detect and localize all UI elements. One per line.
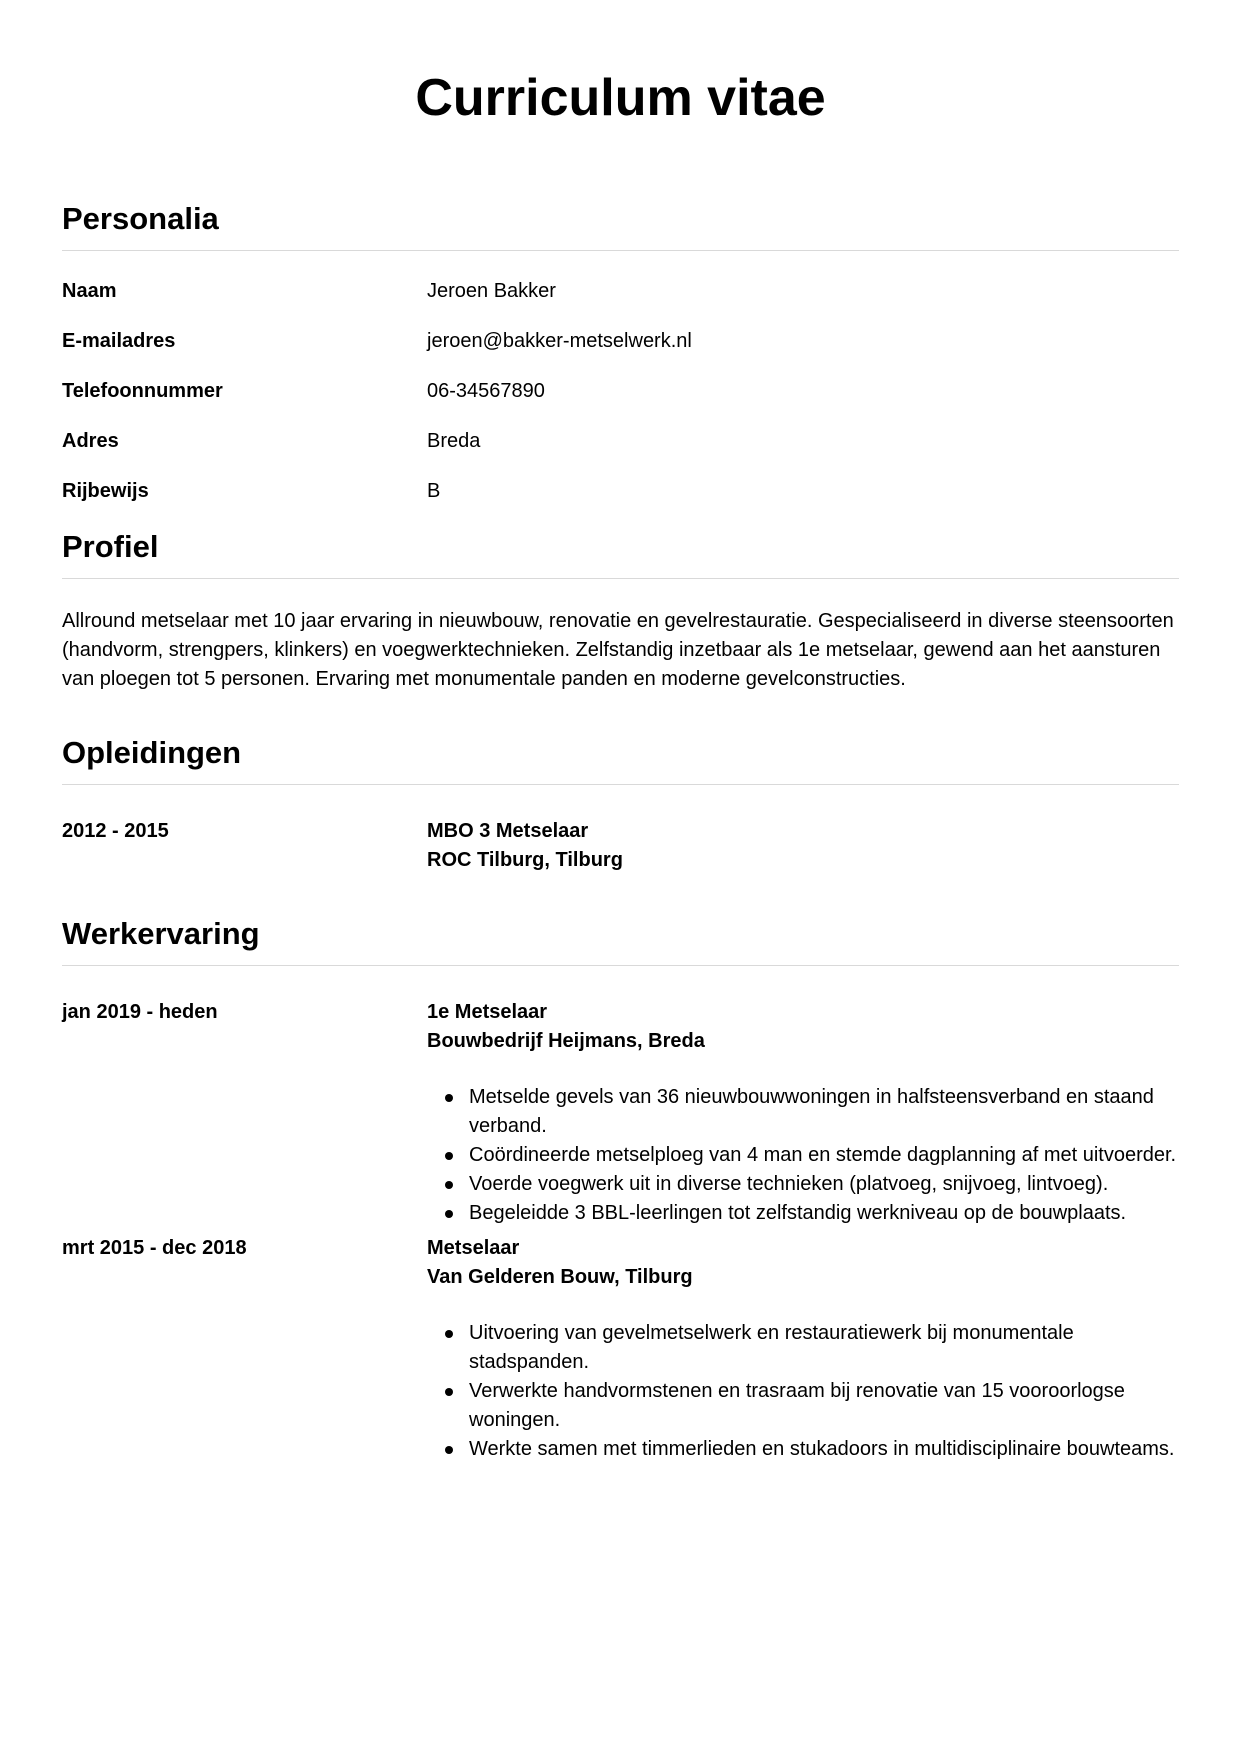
work-organization: Bouwbedrijf Heijmans, Breda [427, 1030, 705, 1052]
work-bullet [469, 1083, 1179, 1141]
work-body [427, 1234, 1179, 1464]
section-opleidingen [62, 734, 1179, 875]
bullet-icon [445, 1181, 453, 1189]
section-heading-profiel: Profiel [62, 528, 1179, 579]
work-bullet-text: Verwerkte handvormstenen en trasraam bij renovatie van 15 vooroorlogse woningen. [469, 1380, 1125, 1431]
bullet-icon [445, 1388, 453, 1396]
education-title: MBO 3 Metselaar [427, 820, 589, 842]
personalia-value: B [427, 480, 441, 502]
personalia-value: jeroen@bakker-metselwerk.nl [427, 330, 692, 352]
bullet-icon [445, 1446, 453, 1454]
personalia-row-telefoon [62, 379, 1179, 429]
work-entry [62, 998, 1179, 1228]
personalia-label: Naam [62, 280, 117, 302]
work-bullet [469, 1435, 1179, 1464]
work-bullet-text: Metselde gevels van 36 nieuwbouwwoningen in halfsteensverband en staand verband. [469, 1086, 1154, 1137]
section-werkervaring [62, 915, 1179, 1464]
work-bullet [469, 1199, 1179, 1228]
personalia-row-rijbewijs [62, 479, 1179, 529]
personalia-value: Breda [427, 430, 481, 452]
education-body [427, 817, 1179, 875]
profile-text: Allround metselaar met 10 jaar ervaring in nieuwbouw, renovatie en gevelrestauratie. Gespecialiseerd in diverse steensoorten (handvorm, strengpers, klinkers) en voegwerktechnieken. Zelfstandig inzetbaar als 1e metselaar, gewend aan het aansturen van ploegen tot 5 personen. Ervaring met monumentale panden en moderne gevelconstructies. [62, 610, 1174, 690]
personalia-value: 06-34567890 [427, 380, 545, 402]
education-entry [62, 817, 1179, 875]
work-bullet [469, 1141, 1179, 1170]
work-body [427, 998, 1179, 1228]
work-bullet-text: Coördineerde metselploeg van 4 man en stemde dagplanning af met uitvoerder. [469, 1144, 1177, 1166]
work-bullet [469, 1319, 1179, 1377]
section-profiel [62, 528, 1179, 694]
work-organization: Van Gelderen Bouw, Tilburg [427, 1266, 693, 1288]
education-list [62, 817, 1179, 875]
work-list [62, 998, 1179, 1464]
work-bullet [469, 1170, 1179, 1199]
bullet-icon [445, 1152, 453, 1160]
personalia-label: Adres [62, 430, 119, 452]
section-heading-werkervaring: Werkervaring [62, 915, 1179, 966]
personalia-label: Telefoonnummer [62, 380, 223, 402]
work-period: jan 2019 - heden [62, 1001, 218, 1023]
bullet-icon [445, 1330, 453, 1338]
personalia-label: Rijbewijs [62, 480, 149, 502]
work-title: 1e Metselaar [427, 1001, 548, 1023]
work-bullet-text: Begeleidde 3 BBL-leerlingen tot zelfstandig werkniveau op de bouwplaats. [469, 1202, 1127, 1224]
personalia-value: Jeroen Bakker [427, 280, 556, 302]
education-organization: ROC Tilburg, Tilburg [427, 849, 623, 871]
work-bullet-list [427, 1319, 1179, 1464]
education-period: 2012 - 2015 [62, 820, 169, 842]
document-title: Curriculum vitae [415, 69, 826, 127]
personalia-row-naam [62, 279, 1179, 329]
personalia-row-email [62, 329, 1179, 379]
section-heading-personalia: Personalia [62, 200, 1179, 251]
personalia-row-adres [62, 429, 1179, 479]
personalia-list [62, 279, 1179, 529]
bullet-icon [445, 1094, 453, 1102]
section-personalia [62, 200, 1179, 529]
work-bullet-text: Voerde voegwerk uit in diverse technieken (platvoeg, snijvoeg, lintvoeg). [469, 1173, 1109, 1195]
work-period: mrt 2015 - dec 2018 [62, 1237, 247, 1259]
bullet-icon [445, 1210, 453, 1218]
personalia-label: E-mailadres [62, 330, 176, 352]
work-bullet-list [427, 1083, 1179, 1228]
work-entry [62, 1234, 1179, 1464]
work-bullet-text: Werkte samen met timmerlieden en stukadoors in multidisciplinaire bouwteams. [469, 1438, 1175, 1460]
work-bullet-text: Uitvoering van gevelmetselwerk en restauratiewerk bij monumentale stadspanden. [469, 1322, 1074, 1373]
work-bullet [469, 1377, 1179, 1435]
work-title: Metselaar [427, 1237, 520, 1259]
section-heading-opleidingen: Opleidingen [62, 734, 1179, 785]
